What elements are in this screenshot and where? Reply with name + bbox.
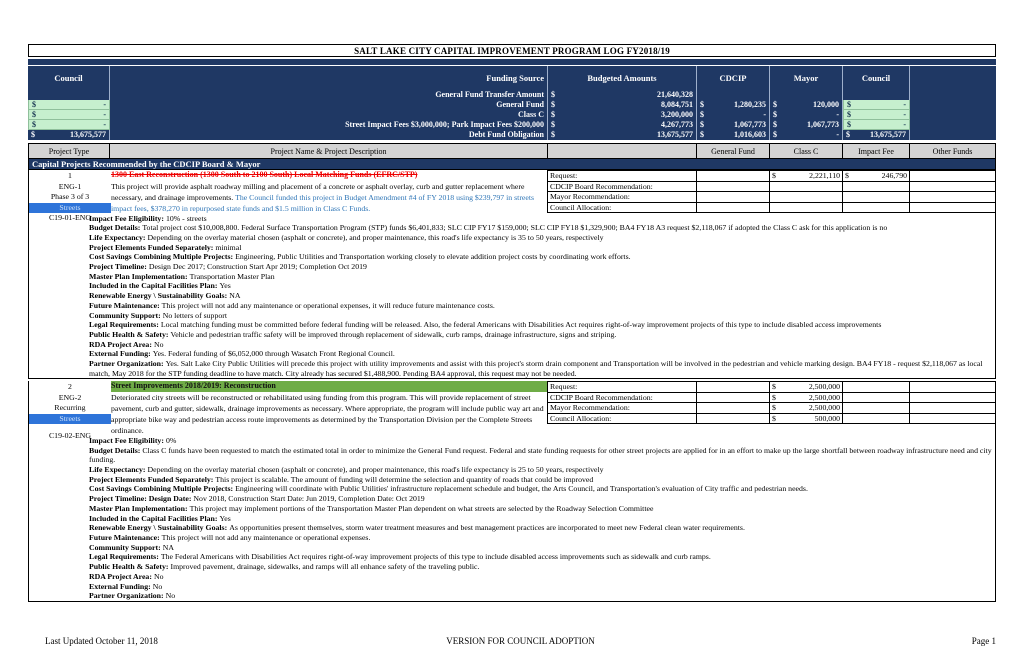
class-c-cell — [770, 182, 843, 193]
request-table — [547, 170, 995, 213]
request-row-label: Council Allocation: — [548, 414, 697, 425]
mayor-cell: $ - — [770, 110, 843, 120]
project-top-row — [111, 381, 995, 436]
detail-line: Life Expectancy: Depending on the overlay material chosen (asphalt or concrete), and proper maintenance, this road's life expectancy is 35 to 50 years, respectively — [89, 232, 604, 242]
budgeted-cell: $ 4,267,773 — [548, 120, 697, 130]
project-code: C19-01-ENG — [48, 213, 91, 222]
detail-line: External Funding: Yes. Federal funding of $6,052,000 through Wasatch Front Regional Council. — [89, 349, 395, 359]
detail-line: Impact Fee Eligibility: 0% — [89, 435, 177, 445]
detail-line: RDA Project Area: No — [89, 339, 164, 349]
log-sheet — [28, 44, 996, 604]
council-left-cell: $ - — [28, 120, 110, 130]
detail-line: Legal Requirements: Local matching funding must be committed before federal funding will be released. Also, the federal Americans with Disabilities Act requires right-of-way improvement projects of this type to include disabled access improvements — [89, 320, 882, 330]
detail-line: Life Expectancy: Depending on the overlay material chosen (asphalt or concrete), and proper maintenance, this road's life expectancy is 25 to 50 years, respectively — [89, 465, 604, 475]
project-block-1 — [28, 170, 996, 379]
council-left-cell — [28, 90, 110, 100]
blank-header — [910, 66, 996, 90]
request-row-label: Mayor Recommendation: — [548, 403, 697, 414]
impact-fee-header: Impact Fee — [843, 143, 910, 159]
detail-line: Public Health & Safety: Vehicle and pedestrian traffic safety will be improved through replacement of sidewalk, curb ramps, drainage infrastructure, signs and striping. — [89, 329, 617, 339]
detail-line: Budget Details: Total project cost $10,008,800. Federal Surface Transportation Program (STP) funds $6,401,833; SLC CIP FY17 $159,000; SLC CIP FY18 $1,329,900; BA4 FY18 A3 request $2,118,067 if adopted the Class C ask for this application is no — [89, 223, 888, 233]
general-fund-cell — [697, 414, 770, 425]
request-table — [547, 381, 995, 424]
council-left-cell: $ - — [28, 110, 110, 120]
project-description-cell — [111, 381, 547, 436]
last-updated: Last Updated October 11, 2018 — [45, 636, 158, 646]
detail-line: Project Timeline: Design Dec 2017; Construction Start Apr 2019; Completion Oct 2019 — [89, 262, 367, 272]
funding-summary-table — [28, 66, 996, 140]
project-eng-id: ENG-1 — [58, 181, 82, 191]
budgeted-cell: $ 3,200,000 — [548, 110, 697, 120]
detail-line: Included in the Capital Facilities Plan: Yes — [89, 281, 231, 291]
budgeted-cell: $ 13,675,577 — [548, 130, 697, 140]
detail-line: External Funding: No — [89, 581, 163, 591]
mayor-cell: $ 1,067,773 — [770, 120, 843, 130]
detail-line: Included in the Capital Facilities Plan: Yes — [89, 513, 231, 523]
detail-line: Public Health & Safety: Improved pavement, drainage, sidewalks, and ramps will all enhance safety of the traveling public. — [89, 562, 480, 572]
project-code: C19-02-ENG — [48, 431, 91, 441]
class-c-cell — [770, 203, 843, 214]
detail-line: Renewable Energy \ Sustainability Goals: As opportunities present themselves, storm water treatment measures and best management practices are incorporated to meet new Federal clean water requirements. — [89, 523, 745, 533]
request-row-label: Council Allocation: — [548, 203, 697, 214]
general-fund-cell — [697, 403, 770, 414]
detail-line: Master Plan Implementation: This project may implement portions of the Transportation Master Plan dependent on what streets are selected by the Roadway Selection Committee — [89, 503, 654, 513]
funding-source-header: Funding Source — [110, 66, 548, 90]
project-eng-id: ENG-2 — [58, 392, 82, 402]
mayor-cell — [770, 90, 843, 100]
impact-fee-cell — [843, 382, 910, 393]
other-funds-cell — [910, 182, 996, 193]
detail-line: Impact Fee Eligibility: 10% - streets — [89, 213, 207, 223]
blank-cell — [910, 120, 996, 130]
budgeted-cell: $ 8,084,751 — [548, 100, 697, 110]
detail-line: Project Timeline: Design Date: Nov 2018, Construction Start Date: Jun 2019, Completion Date: Oct 2019 — [89, 494, 425, 504]
mayor-cell: $ 120,000 — [770, 100, 843, 110]
impact-fee-cell — [843, 192, 910, 203]
funding-row-label: General Fund — [110, 100, 548, 110]
impact-fee-cell — [843, 393, 910, 404]
detail-line: Budget Details: Class C funds have been requested to match the estimated total in order to minimize the General Fund request. Federal and state funding requests for other street projects are applied for in an effort to make up the large shortfall between roadway infrastructure need and city funding. — [89, 445, 992, 465]
other-funds-cell — [910, 203, 996, 214]
project-number: 1 — [68, 171, 72, 180]
council-left-cell: $ 13,675,577 — [28, 130, 110, 140]
detail-line: Master Plan Implementation: Transportation Master Plan — [89, 271, 275, 281]
detail-line: Future Maintenance: This project will not add any maintenance or operational expenses. — [89, 532, 371, 542]
council-right-header: Council — [843, 66, 910, 90]
impact-fee-cell: $ 246,790 — [843, 171, 910, 182]
other-funds-cell — [910, 393, 996, 404]
other-funds-cell — [910, 171, 996, 182]
funding-row-label: Class C — [110, 110, 548, 120]
project-phase: Phase 3 of 3 — [50, 192, 90, 201]
project-details — [89, 214, 995, 379]
class-c-cell: $ 2,500,000 — [770, 393, 843, 404]
other-funds-header: Other Funds — [910, 143, 996, 159]
project-id-column — [29, 382, 111, 442]
cdcip-cell: $ 1,067,773 — [697, 120, 770, 130]
detail-line: RDA Project Area: No — [89, 571, 164, 581]
funding-row-label: General Fund Transfer Amount — [110, 90, 548, 100]
page-number: Page 1 — [971, 636, 996, 646]
council-right-cell — [843, 90, 910, 100]
other-funds-cell — [910, 382, 996, 393]
council-right-cell: $ - — [843, 120, 910, 130]
project-name-header: Project Name & Project Description — [110, 143, 548, 159]
detail-line: Cost Savings Combining Multiple Projects: Engineering will coordinate with Public Utilities' infrastructure replacement schedule and budget, the Arts Council, and Transportation's evaluation of City traffic and pedestrian needs. — [89, 484, 808, 494]
class-c-cell — [770, 192, 843, 203]
general-fund-cell — [697, 203, 770, 214]
project-main — [89, 170, 995, 378]
column-header-row — [28, 143, 996, 159]
general-fund-cell — [697, 382, 770, 393]
detail-line: Community Support: No letters of support — [89, 310, 228, 320]
council-left-cell: $ - — [28, 100, 110, 110]
class-c-cell: $ 2,500,000 — [770, 382, 843, 393]
budgeted-cell: $ 21,640,328 — [548, 90, 697, 100]
page-title: SALT LAKE CITY CAPITAL IMPROVEMENT PROGRAM LOG FY2018/19 — [28, 44, 996, 57]
project-id-column — [29, 171, 111, 224]
project-description-cell — [111, 170, 547, 214]
council-right-cell: $ 13,675,577 — [843, 130, 910, 140]
project-type-header: Project Type — [28, 143, 110, 159]
project-number: 2 — [68, 382, 72, 392]
project-top-row — [111, 170, 995, 214]
page-footer — [45, 636, 996, 646]
council-left-header: Council — [28, 66, 110, 90]
cdcip-header: CDCIP — [697, 66, 770, 90]
detail-line: Project Elements Funded Separately: This project is scalable. The amount of funding will determine the selection and quantity of roads that could be improved — [89, 474, 594, 484]
detail-line: Partner Organization: No — [89, 591, 176, 601]
cdcip-cell — [697, 90, 770, 100]
other-funds-cell — [910, 192, 996, 203]
spacer-header — [548, 143, 697, 159]
project-category-badge: Streets — [29, 414, 111, 425]
blank-cell — [910, 110, 996, 120]
blank-cell — [910, 130, 996, 140]
council-right-cell: $ - — [843, 100, 910, 110]
council-right-cell: $ - — [843, 110, 910, 120]
class-c-cell: $ 500,000 — [770, 414, 843, 425]
mayor-header: Mayor — [770, 66, 843, 90]
request-row-label: Mayor Recommendation: — [548, 192, 697, 203]
request-row-label: Request: — [548, 382, 697, 393]
detail-line: Future Maintenance: This project will not add any maintenance or operational expenses, it will reduce future maintenance costs. — [89, 300, 495, 310]
class-c-header: Class C — [770, 143, 843, 159]
cdcip-cell: $ - — [697, 110, 770, 120]
budgeted-amounts-header: Budgeted Amounts — [548, 66, 697, 90]
request-row-label: Request: — [548, 171, 697, 182]
request-row-label: CDCIP Board Recommendation: — [548, 182, 697, 193]
general-fund-cell — [697, 171, 770, 182]
project-main — [89, 381, 995, 601]
project-category-badge: Streets — [29, 203, 111, 214]
project-block-2 — [28, 381, 996, 601]
detail-line: Project Elements Funded Separately: minimal — [89, 242, 242, 252]
detail-line: Cost Savings Combining Multiple Projects: Engineering, Public Utilities and Transportation working closely to elevate addition project costs by coordinating work efforts. — [89, 252, 631, 262]
blank-cell — [910, 90, 996, 100]
project-title: Street Improvements 2018/2019: Reconstruction — [111, 381, 547, 392]
blank-cell — [910, 100, 996, 110]
mayor-cell: $ - — [770, 130, 843, 140]
project-title: 1300 East Reconstruction (1300 South to 2100 South) Local Matching Funds (EFRC/STP) — [111, 170, 418, 179]
other-funds-cell — [910, 403, 996, 414]
navy-strip — [28, 59, 996, 65]
project-details — [89, 436, 995, 601]
cdcip-cell: $ 1,280,235 — [697, 100, 770, 110]
funding-row-label: Street Impact Fees $3,000,000; Park Impact Fees $200,000 — [110, 120, 548, 130]
other-funds-cell — [910, 414, 996, 425]
project-description: Deteriorated city streets will be reconstructed or rehabilitated using funding from this program. This will provide replacement of street pavement, curb and gutter, sidewalk, drainage improvements as necessary. Where appropriate, the program will include public way art and appropriate bike way and pedestrian access route improvements as determined by the Transportation Division per the Complete Streets ordinance. — [111, 392, 544, 435]
class-c-cell: $ 2,221,110 — [770, 171, 843, 182]
general-fund-cell — [697, 182, 770, 193]
funding-row-label: Debt Fund Obligation — [110, 130, 548, 140]
general-fund-cell — [697, 393, 770, 404]
section-banner: Capital Projects Recommended by the CDCIP Board & Mayor — [28, 159, 996, 170]
project-phase: Recurring — [54, 403, 86, 413]
general-fund-cell — [697, 192, 770, 203]
project-description: This project will provide asphalt roadway milling and placement of a concrete or asphalt overlay, curb and gutter replacement where necessary, and drainage improvements. — [111, 181, 525, 202]
version-label: VERSION FOR COUNCIL ADOPTION — [446, 636, 595, 646]
general-fund-header: General Fund — [697, 143, 770, 159]
detail-line: Community Support: NA — [89, 542, 174, 552]
detail-line: Legal Requirements: The Federal Americans with Disabilities Act requires right-of-way improvement projects of this type to include disabled access improvements such as sidewalk and curb ramps. — [89, 552, 711, 562]
detail-line: Renewable Energy \ Sustainability Goals: NA — [89, 291, 241, 301]
impact-fee-cell — [843, 182, 910, 193]
impact-fee-cell — [843, 203, 910, 214]
impact-fee-cell — [843, 414, 910, 425]
project-description-council-note: The Council funded this project in Budget Amendment #4 of FY 2018 using $239,797 in streets impact fees, $378,270 in repurposed state funds and $1.5 million in Class C Funds. — [111, 192, 535, 213]
class-c-cell: $ 2,500,000 — [770, 403, 843, 414]
impact-fee-cell — [843, 403, 910, 414]
cdcip-cell: $ 1,016,603 — [697, 130, 770, 140]
detail-line: Partner Organization: Yes. Salt Lake City Public Utilities will precede this project with utility improvements and assist with this project's storm drain component and Transportation will be involved in the pedestrian and vehicle marking design. BA4 FY18 - request $2,118,067 as local match, May 2018 for the STP funding deadline to have match. City already has secured $1,488,900. Pending BA4 approval, this request may not be needed. — [89, 359, 983, 378]
request-row-label: CDCIP Board Recommendation: — [548, 393, 697, 404]
